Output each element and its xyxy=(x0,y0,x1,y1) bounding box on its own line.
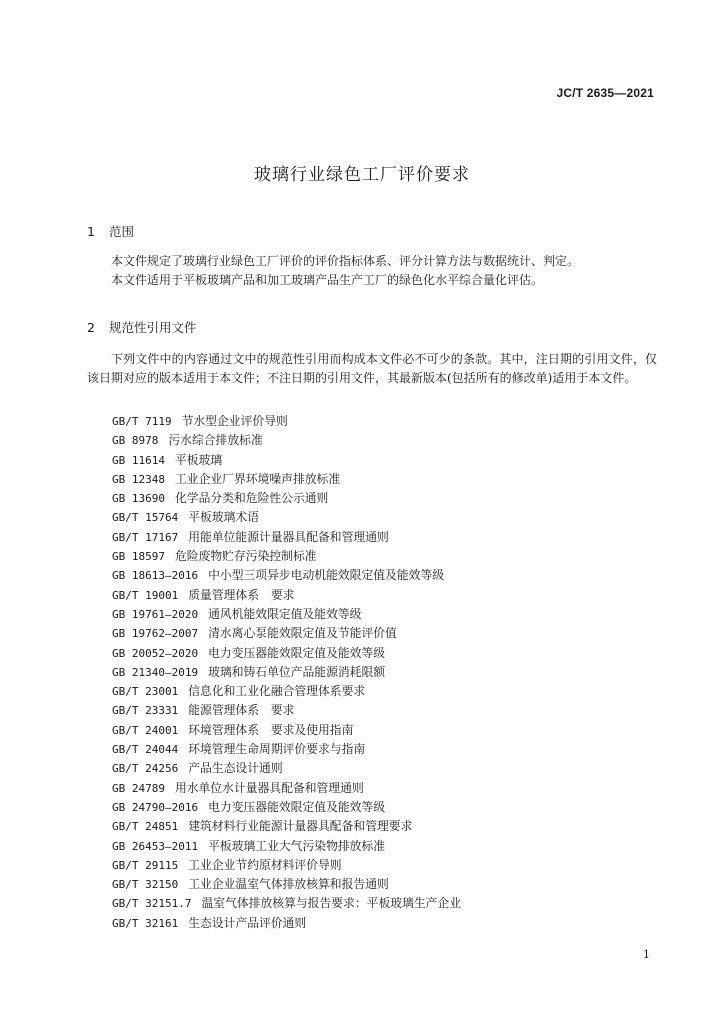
section-title: 范围 xyxy=(109,224,135,239)
reference-code: GB 18613—2016 xyxy=(112,569,199,583)
reference-title: 清水离心泵能效限定值及节能评价值 xyxy=(208,626,397,641)
reference-title: 环境管理生命周期评价要求与指南 xyxy=(188,742,366,757)
reference-item xyxy=(112,663,461,682)
reference-code: GB 11614 xyxy=(112,453,165,467)
reference-code: GB/T 7119 xyxy=(112,415,172,428)
reference-title: 生态设计产品评价通则 xyxy=(188,915,307,930)
reference-code: GB/T 15764 xyxy=(112,511,179,525)
reference-title: 平板玻璃工业大气污染物排放标准 xyxy=(208,838,386,853)
reference-title: 危险废物贮存污染控制标准 xyxy=(174,549,317,564)
reference-title: 能源管理体系 要求 xyxy=(188,703,295,718)
reference-item xyxy=(112,894,461,913)
reference-item xyxy=(112,431,461,450)
reference-code: GB 8978 xyxy=(112,434,159,448)
reference-item xyxy=(112,914,461,933)
reference-title: 用能单位能源计量器具配备和管理通则 xyxy=(188,529,389,544)
reference-item xyxy=(112,798,461,817)
reference-code: GB 13690 xyxy=(112,492,165,506)
reference-title: 用水单位水计量器具配备和管理通则 xyxy=(174,780,364,795)
reference-title: 化学品分类和危险性公示通则 xyxy=(174,491,329,506)
reference-code: GB/T 24851 xyxy=(112,820,179,834)
reference-code: GB/T 24001 xyxy=(112,723,179,737)
paragraph: 本文件规定了玻璃行业绿色工厂评价的评价指标体系、评分计算方法与数据统计、判定。 xyxy=(111,254,580,268)
reference-title: 电力变压器能效限定值及能效等级 xyxy=(208,645,386,660)
reference-title: 信息化和工业化融合管理体系要求 xyxy=(188,684,366,699)
reference-code: GB/T 23001 xyxy=(112,685,179,699)
reference-item xyxy=(112,451,461,470)
section-number: 2 xyxy=(87,320,95,335)
reference-code: GB/T 32151.7 xyxy=(112,897,192,911)
reference-list xyxy=(112,412,461,933)
reference-code: GB 12348 xyxy=(112,472,165,486)
reference-item xyxy=(112,586,461,605)
reference-code: GB/T 29115 xyxy=(112,858,179,872)
reference-code: GB 19762—2007 xyxy=(112,627,199,641)
reference-code: GB 18597 xyxy=(112,550,165,564)
reference-item xyxy=(112,624,461,643)
reference-title: 温室气体排放核算与报告要求：平板玻璃生产企业 xyxy=(201,896,462,911)
reference-item xyxy=(112,644,461,663)
reference-item xyxy=(112,779,461,798)
reference-code: GB/T 32161 xyxy=(112,916,179,930)
reference-code: GB/T 32150 xyxy=(112,878,179,892)
reference-item xyxy=(112,547,461,566)
reference-title: 节水型企业评价导则 xyxy=(181,414,288,428)
reference-item xyxy=(112,759,461,778)
reference-item xyxy=(112,470,461,489)
paragraph: 下列文件中的内容通过文中的规范性引用而构成本文件必不可少的条款。其中，注日期的引用文件，仅该日期对应的版本适用于本文件；不注日期的引用文件，其最新版本(包括所有的修改单)适用于本文件。 xyxy=(87,352,657,385)
reference-title: 平板玻璃术语 xyxy=(188,510,260,525)
reference-title: 平板玻璃 xyxy=(174,452,223,467)
reference-code: GB 21340—2019 xyxy=(112,665,199,679)
page-number: 1 xyxy=(643,948,650,961)
reference-code: GB/T 23331 xyxy=(112,704,179,718)
reference-item xyxy=(112,489,461,508)
reference-item xyxy=(112,701,461,720)
reference-title: 污水综合排放标准 xyxy=(168,433,263,448)
reference-code: GB/T 19001 xyxy=(112,588,179,602)
reference-title: 质量管理体系 要求 xyxy=(188,587,295,602)
reference-title: 电力变压器能效限定值及能效等级 xyxy=(208,799,386,814)
reference-item xyxy=(112,566,461,585)
section-heading-scope xyxy=(87,222,134,240)
reference-code: GB 26453—2011 xyxy=(112,839,199,853)
reference-code: GB 19761—2020 xyxy=(112,607,199,621)
reference-title: 通风机能效限定值及能效等级 xyxy=(208,606,362,621)
paragraph: 本文件适用于平板玻璃产品和加工玻璃产品生产工厂的绿色化水平综合量化评估。 xyxy=(111,273,544,287)
reference-item xyxy=(112,856,461,875)
reference-code: GB 24789 xyxy=(112,781,165,795)
reference-title: 工业企业厂界环境噪声排放标准 xyxy=(174,471,341,486)
reference-title: 工业企业温室气体排放核算和报告通则 xyxy=(188,877,389,892)
reference-item xyxy=(112,817,461,836)
reference-item xyxy=(112,721,461,740)
reference-item xyxy=(112,740,461,759)
reference-title: 建筑材料行业能源计量器具配备和管理要求 xyxy=(188,819,413,834)
standard-code: JC/T 2635—2021 xyxy=(556,86,654,100)
reference-code: GB 24790—2016 xyxy=(112,800,199,814)
section-title: 规范性引用文件 xyxy=(109,320,197,335)
reference-code: GB/T 24044 xyxy=(112,743,179,757)
reference-code: GB/T 24256 xyxy=(112,762,179,776)
reference-item xyxy=(112,508,461,527)
reference-title: 环境管理体系 要求及使用指南 xyxy=(188,722,354,737)
reference-item xyxy=(112,412,461,431)
reference-item xyxy=(112,605,461,624)
reference-code: GB/T 17167 xyxy=(112,530,179,544)
reference-item xyxy=(112,682,461,701)
section-heading-normative-references xyxy=(87,318,197,336)
reference-title: 工业企业节约原材料评价导则 xyxy=(188,857,342,872)
section-number: 1 xyxy=(87,224,95,239)
page-title: 玻璃行业绿色工厂评价要求 xyxy=(254,165,470,185)
reference-code: GB 20052—2020 xyxy=(112,646,199,660)
reference-item xyxy=(112,528,461,547)
reference-item xyxy=(112,875,461,894)
reference-title: 中小型三项异步电动机能效限定值及能效等级 xyxy=(208,568,445,583)
reference-title: 玻璃和铸石单位产品能源消耗限额 xyxy=(208,664,386,679)
reference-item xyxy=(112,837,461,856)
reference-title: 产品生态设计通则 xyxy=(188,761,283,776)
